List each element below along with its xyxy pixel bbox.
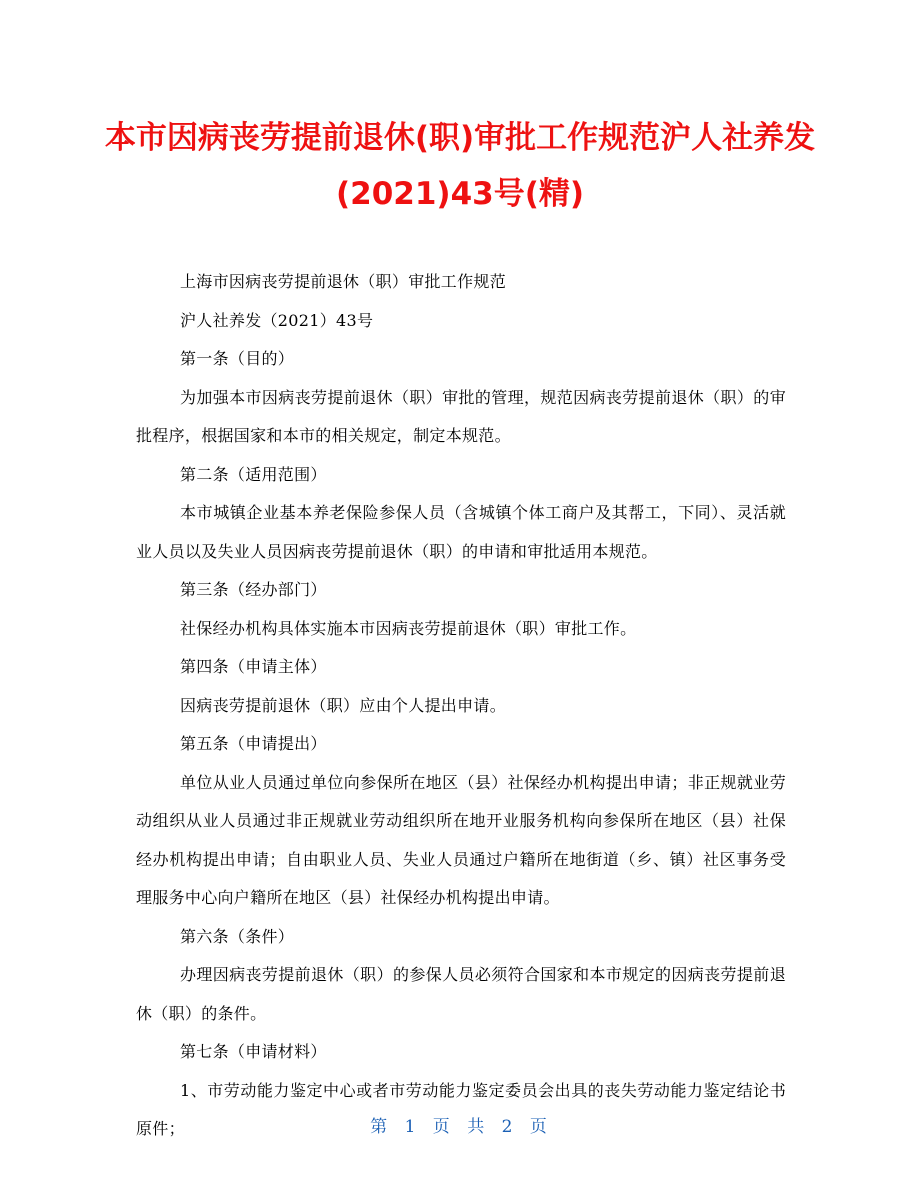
- article-1-heading: 第一条（目的）: [180, 349, 295, 368]
- article-1-text: 为加强本市因病丧劳提前退休（职）审批的管理，规范因病丧劳提前退休（职）的审批程序，根据国家和本市的相关规定，制定本规范。: [136, 387, 786, 445]
- article-4-heading: 第四条（申请主体）: [180, 657, 327, 676]
- article-7-item-1: 1、市劳动能力鉴定中心或者市劳动能力鉴定委员会出具的丧失劳动能力鉴定结论书原件；: [136, 1080, 786, 1138]
- article-2-text: 本市城镇企业基本养老保险参保人员（含城镇个体工商户及其帮工，下同）、灵活就业人员以及失业人员因病丧劳提前退休（职）的申请和审批适用本规范。: [136, 503, 786, 561]
- paragraph-heading: 上海市因病丧劳提前退休（职）审批工作规范: [180, 272, 507, 291]
- paragraph-doc-number: 沪人社养发（2021）43号: [180, 310, 374, 330]
- article-6-text: 办理因病丧劳提前退休（职）的参保人员必须符合国家和本市规定的因病丧劳提前退休（职）的条件。: [136, 965, 786, 1023]
- article-3-heading: 第三条（经办部门）: [180, 580, 327, 599]
- article-7-heading: 第七条（申请材料）: [180, 1042, 327, 1061]
- document-body: [136, 263, 786, 1149]
- article-6-heading: 第六条（条件）: [180, 926, 295, 946]
- document-title: 本市因病丧劳提前退休(职)审批工作规范沪人社养发(2021)43号(精): [104, 120, 816, 212]
- article-5-heading: 第五条（申请提出）: [180, 734, 327, 753]
- article-2-heading: 第二条（适用范围）: [180, 464, 327, 484]
- article-5-text: 单位从业人员通过单位向参保所在地区（县）社保经办机构提出申请；非正规就业劳动组织从业人员通过非正规就业劳动组织所在地开业服务机构向参保所在地区（县）社保经办机构提出申请；自由职业人员、失业人员通过户籍所在地街道（乡、镇）社区事务受理服务中心向户籍所在地区（县）社保经办机构提出申请。: [136, 772, 786, 907]
- article-4-text: 因病丧劳提前退休（职）应由个人提出申请。: [180, 695, 507, 715]
- page-number-footer: 第 1 页 共 2 页: [370, 1117, 550, 1137]
- article-3-text: 社保经办机构具体实施本市因病丧劳提前退休（职）审批工作。: [180, 618, 637, 638]
